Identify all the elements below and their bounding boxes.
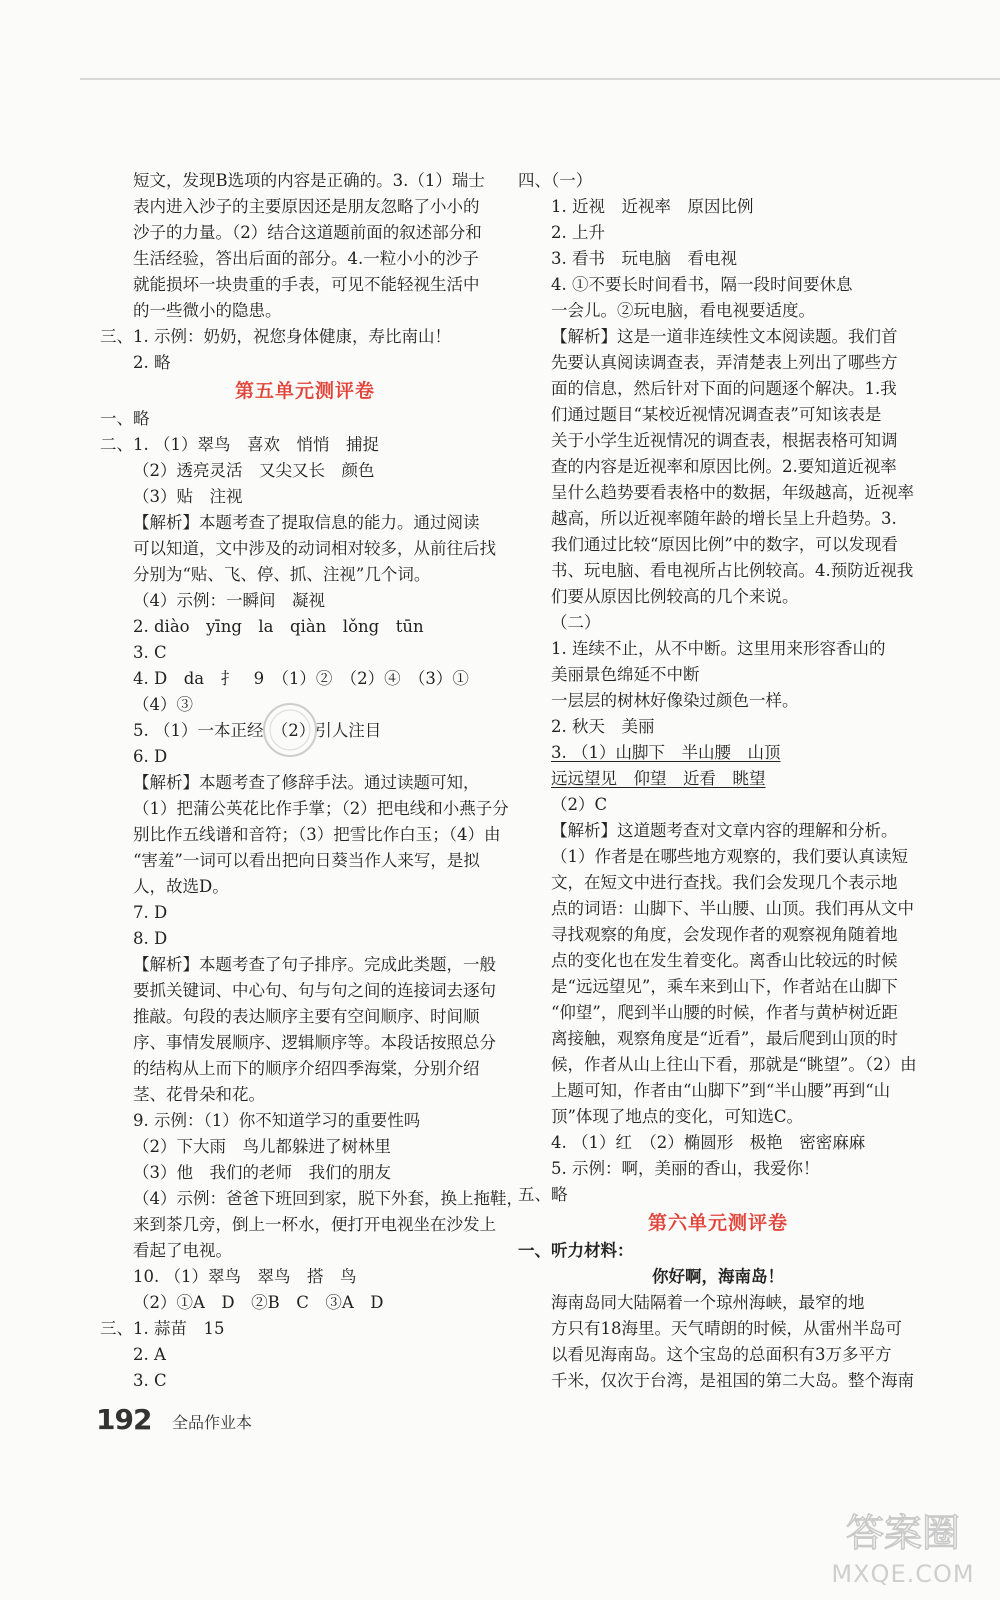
text-line: 书、玩电脑、看电视所占比例较高。4.预防近视我 (551, 561, 914, 580)
watermark-logo (818, 1502, 988, 1592)
text-line: 3. （1）山脚下 半山腰 山顶 (551, 743, 781, 762)
text-line: 4. D da 扌 9 （1）② （2）④ （3）① (133, 669, 469, 688)
watermark-line2: MXQE.COM (831, 1560, 975, 1588)
text-line: 方只有18海里。天气晴朗的时候，从雷州半岛可 (551, 1319, 902, 1338)
text-line: 一、听力材料： (518, 1241, 634, 1260)
text-line: 上题可知，作者由“山脚下”到“半山腰”再到“山 (551, 1081, 891, 1100)
watermark-line1: 答案圈 (845, 1511, 961, 1555)
text-line: （1）作者是在哪些地方观察的，我们要认真读短 (551, 847, 908, 866)
text-line: 3. C (133, 1371, 167, 1390)
text-line: 看起了电视。 (133, 1241, 232, 1260)
text-line: 一、略 (100, 409, 150, 428)
text-line: （二） (551, 613, 601, 632)
section-title: 第五单元测评卷 (234, 380, 375, 402)
text-line: （4）③ (133, 695, 193, 714)
text-line: 以看见海南岛。这个宝岛的总面积有3万多平方 (551, 1345, 892, 1364)
text-line: 离接触，观察角度是“近看”，最后爬到山顶的时 (551, 1029, 898, 1048)
text-line: 三、1. 示例：奶奶，祝您身体健康，寿比南山！ (100, 327, 451, 346)
text-line: 10. （1）翠鸟 翠鸟 搭 鸟 (133, 1267, 357, 1286)
text-line: （2）透亮灵活 又尖又长 颜色 (133, 461, 375, 480)
text-line: 2. diào yīng la qiàn lǒng tūn (133, 617, 424, 636)
text-line: 分别为“贴、飞、停、抓、注视”几个词。 (133, 565, 431, 584)
text-line: （3）他 我们的老师 我们的朋友 (133, 1163, 391, 1182)
text-line: 【解析】这道题考查对文章内容的理解和分析。 (551, 821, 898, 840)
text-line: 越高，所以近视率随年龄的增长呈上升趋势。3. (551, 509, 897, 528)
text-line: （2）C (551, 795, 608, 814)
text-line: 2. 上升 (551, 223, 605, 242)
text-line: 5. 示例：啊，美丽的香山，我爱你！ (551, 1159, 820, 1178)
text-line: 4. ①不要长时间看书，隔一段时间要休息 (551, 275, 853, 294)
text-line: 呈什么趋势要看表格中的数据，年级越高，近视率 (551, 483, 914, 502)
text-line: 1. 近视 近视率 原因比例 (551, 197, 754, 216)
text-line: 海南岛同大陆隔着一个琼州海峡，最窄的地 (518, 1293, 865, 1312)
text-line: 2. A (133, 1345, 166, 1364)
text-line: 2. 秋天 美丽 (551, 717, 655, 736)
text-line: 短文，发现B选项的内容是正确的。3.（1）瑞士 (133, 171, 485, 190)
text-line: 7. D (133, 903, 168, 922)
text-line: 【解析】本题考查了提取信息的能力。通过阅读 (133, 513, 480, 532)
text-line: 可以知道，文中涉及的动词相对较多，从前往后找 (133, 539, 496, 558)
text-line: 沙子的力量。（2）结合这道题前面的叙述部分和 (133, 223, 482, 242)
text-line: 查的内容是近视率和原因比例。2.要知道近视率 (551, 457, 897, 476)
text-line: 5. （1）一本正经 （2）引人注目 (133, 721, 382, 740)
text-line: 表内进入沙子的主要原因还是朋友忽略了小小的 (133, 197, 480, 216)
text-line: 【解析】本题考查了修辞手法。通过读题可知， (133, 773, 480, 792)
text-line: 推敲。句段的表达顺序主要有空间顺序、时间顺 (133, 1007, 480, 1026)
text-line: 就能损坏一块贵重的手表，可见不能轻视生活中 (133, 275, 480, 294)
text-line: 【解析】这是一道非连续性文本阅读题。我们首 (551, 327, 898, 346)
text-line: “仰望”，爬到半山腰的时候，作者与黄栌树近距 (551, 1003, 898, 1022)
text-line: 我们通过比较“原因比例”中的数字，可以发现看 (551, 535, 898, 554)
page-number: 192 (96, 1403, 152, 1436)
text-line: 生活经验，答出后面的部分。4.一粒小小的沙子 (133, 249, 479, 268)
text-line: （4）示例：爸爸下班回到家，脱下外套，换上拖鞋， (133, 1189, 523, 1208)
text-line: 寻找观察的角度，会发现作者的观察视角随着地 (551, 925, 898, 944)
text-line: 五、略 (518, 1185, 568, 1204)
text-line: 三、1. 蒜苗 15 (100, 1319, 225, 1338)
text-line: 美丽景色绵延不中断 (551, 665, 700, 684)
text-line: （2）①A D ②B C ③A D (133, 1293, 384, 1312)
text-line: 茎、花骨朵和花。 (133, 1085, 265, 1104)
text-line: 一会儿。②玩电脑，看电视要适度。 (551, 301, 815, 320)
text-line: 先要认真阅读调查表，弄清楚表上列出了哪些方 (551, 353, 898, 372)
text-line: 顶”体现了地点的变化，可知选C。 (551, 1107, 804, 1126)
stamp-seal (258, 698, 322, 762)
text-line: 1. 连续不止，从不中断。这里用来形容香山的 (551, 639, 886, 658)
text-line: 是“远远望见”，乘车来到山下，作者站在山脚下 (551, 977, 898, 996)
text-line: “害羞”一词可以看出把向日葵当作人来写，是拟 (133, 851, 480, 870)
text-line: 2. 略 (133, 353, 171, 372)
text-line: 3. C (133, 643, 167, 662)
text-line: （3）贴 注视 (133, 487, 243, 506)
text-line: 一层层的树林好像染过颜色一样。 (551, 691, 799, 710)
text-line: （2）下大雨 鸟儿都躲进了树林里 (133, 1137, 391, 1156)
text-line: 要抓关键词、中心句、句与句之间的连接词去逐句 (133, 981, 496, 1000)
text-line: 二、1. （1）翠鸟 喜欢 悄悄 捕捉 (100, 435, 379, 454)
text-line: 6. D (133, 747, 168, 766)
text-line: 远远望见 仰望 近看 眺望 (551, 769, 766, 788)
text-line: 关于小学生近视情况的调查表，根据表格可知调 (551, 431, 898, 450)
text-line: 千米，仅次于台湾，是祖国的第二大岛。整个海南 (551, 1371, 914, 1390)
top-rule (80, 78, 1000, 80)
text-line: 文，在短文中进行查找。我们会发现几个表示地 (551, 873, 898, 892)
text-line: 的结构从上而下的顺序介绍四季海棠，分别介绍 (133, 1059, 480, 1078)
left-column (100, 168, 523, 1394)
text-line: 来到茶几旁，倒上一杯水，便打开电视坐在沙发上 (133, 1215, 496, 1234)
text-line: 点的变化也在发生着变化。离香山比较远的时候 (551, 951, 898, 970)
text-line: 别比作五线谱和音符；（3）把雪比作白玉；（4）由 (133, 825, 501, 844)
text-line: 的一些微小的隐患。 (133, 301, 282, 320)
text-line: 序、事情发展顺序、逻辑顺序等。本段话按照总分 (133, 1033, 496, 1052)
text-line: 9. 示例：（1）你不知道学习的重要性吗 (133, 1111, 421, 1130)
section-title: 第六单元测评卷 (647, 1212, 788, 1234)
text-line: 你好啊，海南岛！ (652, 1267, 784, 1286)
book-title: 全品作业本 (172, 1413, 253, 1432)
text-line: 点的词语：山脚下、半山腰、山顶。我们再从文中 (551, 899, 914, 918)
text-line: 人，故选D。 (133, 877, 229, 896)
text-line: 4. （1）红 （2）椭圆形 极艳 密密麻麻 (551, 1133, 866, 1152)
text-line: 们通过题目“某校近视情况调查表”可知该表是 (551, 405, 882, 424)
text-line: 候，作者从山上往山下看，那就是“眺望”。（2）由 (551, 1055, 917, 1074)
text-line: （1）把蒲公英花比作手掌；（2）把电线和小燕子分 (133, 799, 509, 818)
text-line: 面的信息，然后针对下面的问题逐个解决。1.我 (551, 379, 897, 398)
text-line: 们要从原因比例较高的几个来说。 (551, 587, 799, 606)
text-line: 3. 看书 玩电脑 看电视 (551, 249, 737, 268)
text-line: 8. D (133, 929, 168, 948)
text-line: 四、（一） (518, 171, 593, 190)
text-line: 【解析】本题考查了句子排序。完成此类题，一般 (133, 955, 496, 974)
right-column (518, 168, 918, 1394)
text-line: （4）示例：一瞬间 凝视 (133, 591, 325, 610)
